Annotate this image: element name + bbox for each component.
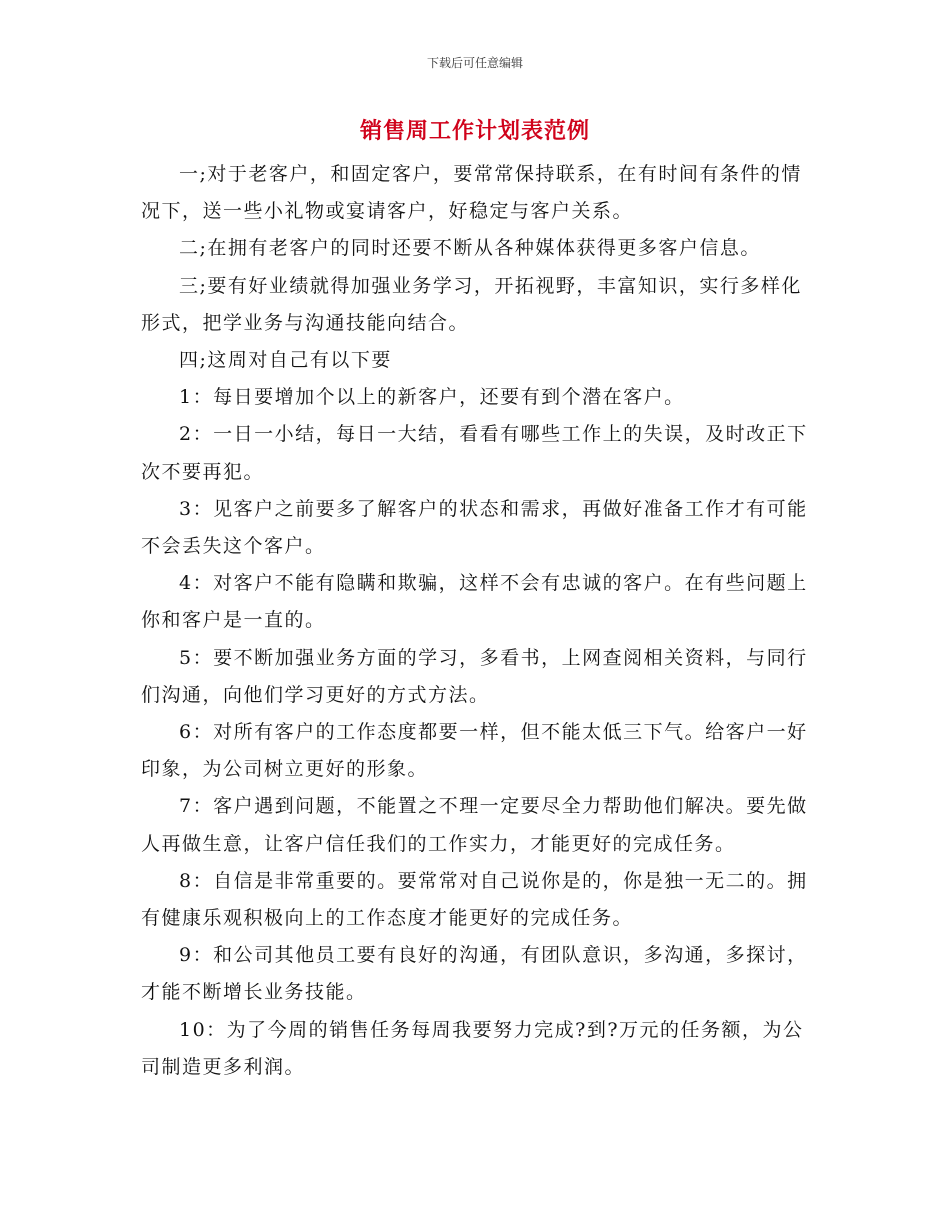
list-item-6: 6：对所有客户的工作态度都要一样，但不能太低三下气。给客户一好印象，为公司树立更好的形象。 — [141, 721, 808, 781]
paragraph-2: 二;在拥有老客户的同时还要不断从各种媒体获得更多客户信息。 — [179, 237, 761, 260]
paragraph-1: 一;对于老客户，和固定客户，要常常保持联系，在有时间有条件的情况下，送一些小礼物或宴请客户，好稳定与客户关系。 — [141, 163, 802, 223]
list-item-9: 9：和公司其他员工要有良好的沟通，有团队意识，多沟通，多探讨，才能不断增长业务技能。 — [141, 944, 808, 1004]
list-item-2: 2：一日一小结，每日一大结，看看有哪些工作上的失误，及时改正下次不要再犯。 — [141, 423, 808, 483]
header-note: 下载后可任意编辑 — [426, 56, 523, 70]
document-title: 销售周工作计划表范例 — [359, 119, 590, 144]
list-item-7: 7：客户遇到问题，不能置之不理一定要尽全力帮助他们解决。要先做人再做生意，让客户信任我们的工作实力，才能更好的完成任务。 — [141, 795, 808, 855]
list-item-1: 1：每日要增加个以上的新客户，还要有到个潜在客户。 — [179, 386, 685, 409]
list-item-10: 10：为了今周的销售任务每周我要努力完成?到?万元的任务额，为公司制造更多利润。 — [141, 1018, 804, 1078]
list-item-5: 5：要不断加强业务方面的学习，多看书，上网查阅相关资料，与同行们沟通，向他们学习更好的方式方法。 — [141, 646, 808, 706]
paragraph-4: 四;这周对自己有以下要 — [179, 349, 392, 372]
list-item-4: 4：对客户不能有隐瞒和欺骗，这样不会有忠诚的客户。在有些问题上你和客户是一直的。 — [141, 572, 808, 632]
list-item-3: 3：见客户之前要多了解客户的状态和需求，再做好准备工作才有可能不会丢失这个客户。 — [141, 497, 808, 558]
paragraph-3: 三;要有好业绩就得加强业务学习，开拓视野，丰富知识，实行多样化形式，把学业务与沟通技能向结合。 — [141, 274, 802, 334]
document-body — [141, 156, 809, 1086]
list-item-8: 8：自信是非常重要的。要常常对自己说你是的，你是独一无二的。拥有健康乐观积极向上的工作态度才能更好的完成任务。 — [141, 869, 808, 930]
